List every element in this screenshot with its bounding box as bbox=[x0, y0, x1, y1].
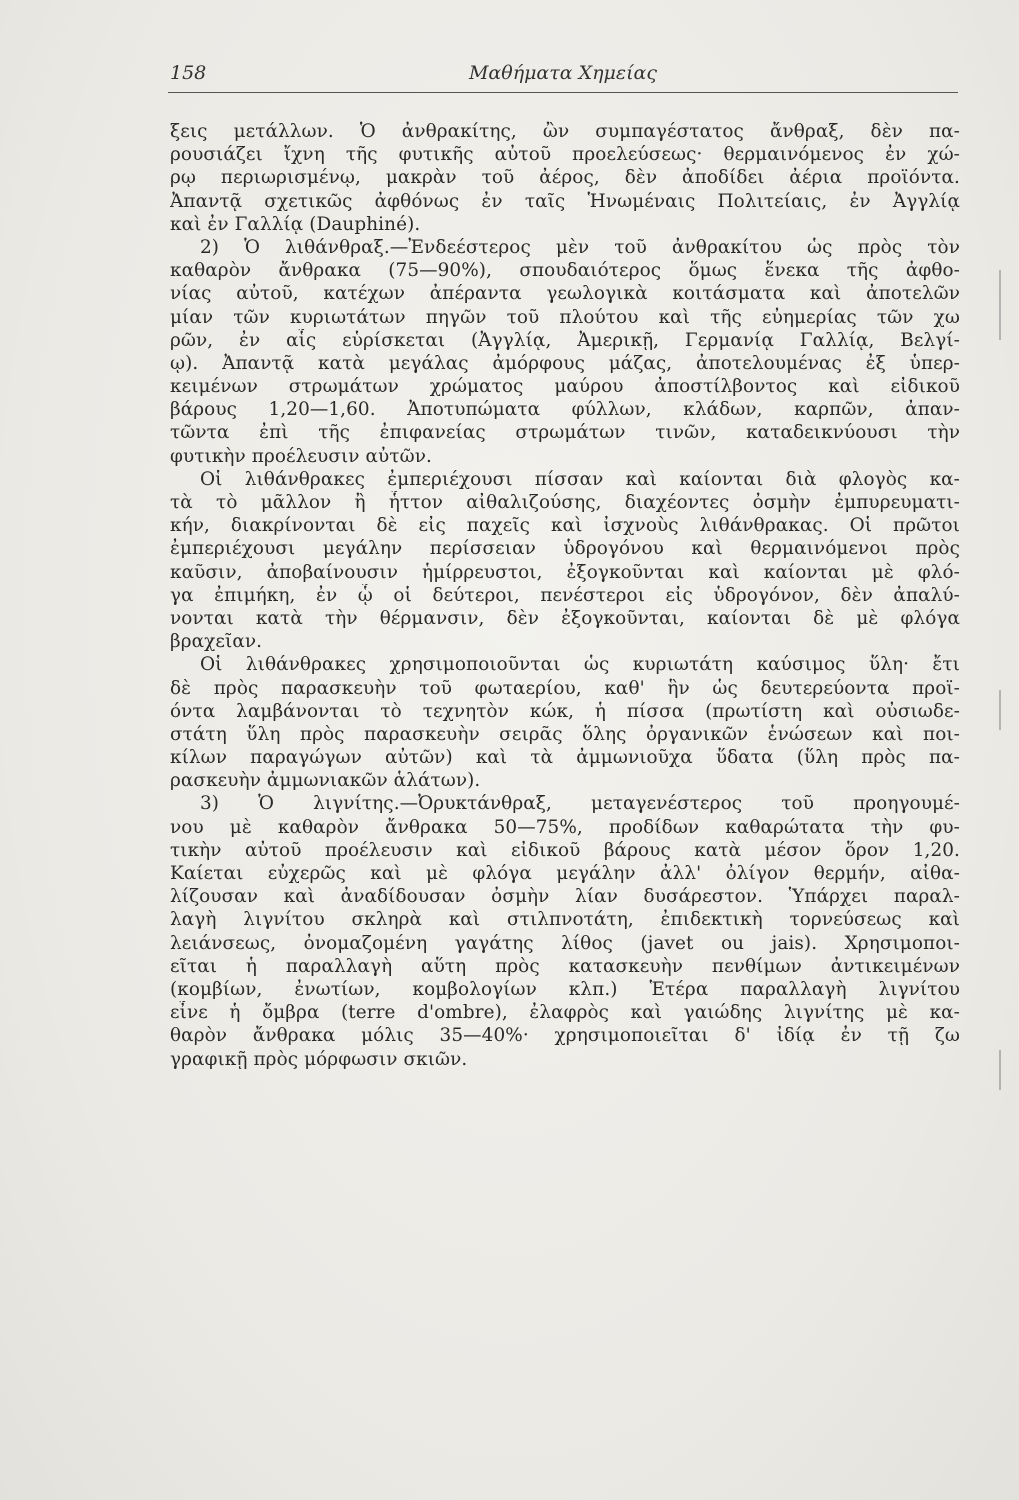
text-line: στάτη ὕλη πρὸς παρασκευὴν σειρᾶς ὅλης ὀργανικῶν ἑνώσεων καὶ ποι- bbox=[170, 723, 960, 745]
text-line: ξεις μετάλλων. Ὁ ἀνθρακίτης, ὢν συμπαγέστατος ἄνθραξ, δὲν πα- bbox=[170, 121, 960, 142]
text-line: νου μὲ καθαρὸν ἄνθρακα 50—75%, προδίδων καθαρώτατα τὴν φυ- bbox=[170, 816, 960, 838]
body-text bbox=[170, 120, 960, 1071]
page-number: 158 bbox=[170, 62, 207, 84]
text-line: τὰ τὸ μᾶλλον ἢ ἧττον αἰθαλιζούσης, διαχέοντες ὀσμὴν ἐμπυρευματι- bbox=[170, 492, 960, 513]
text-line: λαγὴ λιγνίτου σκληρὰ καὶ στιλπνοτάτη, ἐπιδεκτικὴ τορνεύσεως καὶ bbox=[170, 909, 960, 931]
text-line: (κομβίων, ἐνωτίων, κομβολογίων κλπ.) Ἑτέρα παραλλαγὴ λιγνίτου bbox=[170, 978, 960, 1000]
text-line: κήν, διακρίνονται δὲ εἰς παχεῖς καὶ ἰσχνοὺς λιθάνθρακας. Οἱ πρῶτοι bbox=[170, 515, 960, 537]
text-line: βάρους 1,20—1,60. Ἀποτυπώματα φύλλων, κλάδων, καρπῶν, ἀπαν- bbox=[170, 399, 960, 421]
text-line: Καίεται εὐχερῶς καὶ μὲ φλόγα μεγάλην ἀλλ' ὀλίγον θερμήν, αἰθα- bbox=[170, 863, 960, 884]
text-line: γραφικῇ πρὸς μόρφωσιν σκιῶν. bbox=[170, 1048, 468, 1070]
text-line: Οἱ λιθάνθρακες ἐμπεριέχουσι πίσσαν καὶ καίονται διὰ φλογὸς κα- bbox=[200, 468, 960, 490]
text-line: ρασκευὴν ἀμμωνιακῶν ἁλάτων). bbox=[170, 770, 481, 792]
text-line: καθαρὸν ἄνθρακα (75—90%), σπουδαιότερος ὅμως ἕνεκα τῆς ἀφθο- bbox=[170, 260, 960, 282]
page-edge-shadow bbox=[999, 690, 1001, 730]
text-line: δὲ πρὸς παρασκευὴν τοῦ φωταερίου, καθ' ἣν ὡς δευτερεύοντα προϊ- bbox=[170, 677, 960, 699]
text-line: τικὴν αὐτοῦ προέλευσιν καὶ εἰδικοῦ βάρους κατὰ μέσον ὅρον 1,20. bbox=[170, 839, 960, 861]
text-line: καὶ ἐν Γαλλίᾳ (Dauphiné). bbox=[170, 213, 421, 235]
text-line: λειάνσεως, ὀνομαζομένη γαγάτης λίθος (javet ou jais). Χρησιμοποι- bbox=[170, 932, 960, 954]
page-header bbox=[168, 56, 958, 93]
text-line: κίλων παραγώγων αὐτῶν) καὶ τὰ ἀμμωνιοῦχα ὕδατα (ὕλη πρὸς πα- bbox=[170, 747, 960, 769]
text-line: φυτικὴν προέλευσιν αὐτῶν. bbox=[170, 445, 432, 467]
text-line: ἐμπεριέχουσι μεγάλην περίσσειαν ὑδρογόνου καὶ θερμαινόμενοι πρὸς bbox=[170, 538, 960, 560]
text-line: εἶνε ἡ ὄμβρα (terre d'ombre), ἐλαφρὸς καὶ γαιώδης λιγνίτης μὲ κα- bbox=[170, 1002, 960, 1024]
section-heading-line: 3) Ὁ λιγνίτης.—Ὀρυκτάνθραξ, μεταγενέστερος τοῦ προηγουμέ- bbox=[200, 793, 960, 815]
page-edge-shadow bbox=[999, 270, 1001, 340]
text-line: όντα λαμβάνονται τὸ τεχνητὸν κώκ, ἡ πίσσα (πρωτίστη καὶ οὐσιωδε- bbox=[170, 700, 960, 722]
section-heading-line: 2) Ὁ λιθάνθραξ.—Ἐνδεέστερος μὲν τοῦ ἀνθρακίτου ὡς πρὸς τὸν bbox=[200, 236, 960, 258]
text-line: νονται κατὰ τὴν θέρμανσιν, δὲν ἐξογκοῦνται, καίονται δὲ μὲ φλόγα bbox=[170, 607, 960, 629]
text-line: ρουσιάζει ἴχνη τῆς φυτικῆς αὐτοῦ προελεύσεως· θερμαινόμενος ἐν χώ- bbox=[170, 144, 960, 166]
text-line: ρῶν, ἐν αἷς εὑρίσκεται (Ἀγγλίᾳ, Ἀμερικῇ, Γερμανίᾳ Γαλλίᾳ, Βελγί- bbox=[170, 329, 960, 351]
running-title: Μαθήματα Χημείας bbox=[468, 62, 658, 84]
text-line: καῦσιν, ἀποβαίνουσιν ἡμίρρευστοι, ἐξογκοῦνται καὶ καίονται μὲ φλό- bbox=[170, 561, 960, 583]
text-line: γα ἐπιμήκη, ἐν ᾧ οἱ δεύτεροι, πενέστεροι εἰς ὑδρογόνον, δὲν ἀπαλύ- bbox=[170, 584, 960, 606]
text-line: θαρὸν ἄνθρακα μόλις 35—40%· χρησιμοποιεῖται δ' ἰδίᾳ ἐν τῇ ζω bbox=[170, 1025, 960, 1047]
text-line: βραχεῖαν. bbox=[170, 631, 263, 653]
text-line: λίζουσαν καὶ ἀναδίδουσαν ὀσμὴν λίαν δυσάρεστον. Ὑπάρχει παραλ- bbox=[170, 886, 960, 908]
text-line: ῳ). Ἀπαντᾷ κατὰ μεγάλας ἀμόρφους μάζας, ἀποτελουμένας ἐξ ὑπερ- bbox=[170, 352, 960, 374]
text-line: νίας αὐτοῦ, κατέχων ἀπέραντα γεωλογικὰ κοιτάσματα καὶ ἀποτελῶν bbox=[170, 283, 960, 305]
text-line: Ἀπαντᾷ σχετικῶς ἀφθόνως ἐν ταῖς Ἡνωμέναις Πολιτείαις, ἐν Ἀγγλίᾳ bbox=[170, 190, 960, 212]
text-line: Οἱ λιθάνθρακες χρησιμοποιοῦνται ὡς κυριωτάτη καύσιμος ὕλη· ἔτι bbox=[200, 654, 960, 676]
text-line: εῖται ἡ παραλλαγὴ αὕτη πρὸς κατασκευὴν πενθίμων ἀντικειμένων bbox=[170, 955, 960, 977]
text-line: τῶντα ἐπὶ τῆς ἐπιφανείας στρωμάτων τινῶν, καταδεικνύουσι τὴν bbox=[170, 422, 960, 444]
text-line: μίαν τῶν κυριωτάτων πηγῶν τοῦ πλούτου καὶ τῆς εὐημερίας τῶν χω bbox=[170, 306, 960, 328]
text-line: κειμένων στρωμάτων χρώματος μαύρου ἀποστίλβοντος καὶ εἰδικοῦ bbox=[170, 376, 960, 398]
page-edge-shadow bbox=[999, 1050, 1001, 1090]
text-line: ρῳ περιωρισμένῳ, μακρὰν τοῦ ἀέρος, δὲν ἀποδίδει ἀέρια προϊόντα. bbox=[170, 167, 960, 189]
